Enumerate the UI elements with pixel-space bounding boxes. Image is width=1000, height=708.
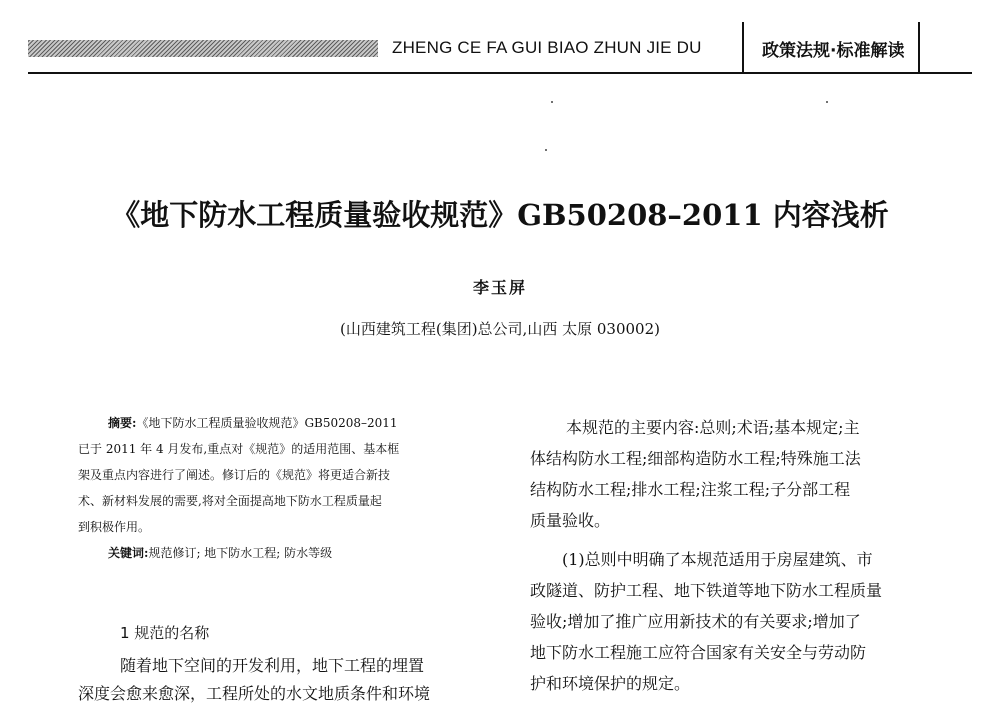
keywords-text: 规范修订; 地下防水工程; 防水等级 [148, 546, 333, 560]
body-line: 政隧道、防护工程、地下铁道等地下防水工程质量 [530, 581, 883, 600]
header-divider-left [742, 22, 744, 74]
body-line: 本规范的主要内容:总则;术语;基本规定;主 [566, 418, 860, 437]
body-line: 结构防水工程;排水工程;注浆工程;子分部工程 [530, 480, 851, 499]
paragraph-gap [530, 536, 930, 544]
abstract-label: 摘要: [108, 416, 137, 430]
running-title: ZHENG CE FA GUI BIAO ZHUN JIE DU [392, 38, 702, 57]
abstract-paragraph [78, 410, 498, 540]
body-line: 随着地下空间的开发利用，地下工程的埋置 [120, 656, 425, 675]
keywords-line [78, 540, 498, 566]
abstract-line: 到积极作用。 [78, 520, 151, 534]
abstract-line: 架及重点内容进行了阐述。修订后的《规范》将更适合新技 [78, 468, 391, 482]
section-label: 政策法规·标准解读 [762, 41, 905, 61]
header-divider-right [918, 22, 920, 74]
abstract-line: 术、新材料发展的需要,将对全面提高地下防水工程质量起 [78, 494, 382, 508]
body-line: (1)总则中明确了本规范适用于房屋建筑、市 [562, 550, 873, 569]
scan-speck [826, 101, 828, 103]
body-line: 验收;增加了推广应用新技术的有关要求;增加了 [530, 612, 861, 631]
body-line: 体结构防水工程;细部构造防水工程;特殊施工法 [530, 449, 861, 468]
header-rule [28, 72, 972, 74]
section-heading: 1 规范的名称 [120, 624, 210, 642]
scan-speck [551, 101, 553, 103]
page-header [0, 0, 1000, 80]
body-line: 质量验收。 [530, 511, 611, 530]
keywords-label: 关键词: [108, 546, 149, 560]
abstract-line: 已于 2011 年 4 月发布,重点对《规范》的适用范围、基本框 [78, 442, 400, 456]
body-line: 深度会愈来愈深，工程所处的水文地质条件和环境 [78, 684, 431, 703]
scan-speck [545, 149, 547, 151]
header-hatch-bar [28, 40, 378, 57]
abstract-block [78, 410, 498, 566]
abstract-line: 《地下防水工程质量验收规范》GB50208–2011 [136, 416, 398, 430]
article-author: 李玉屏 [472, 278, 527, 297]
section-body [78, 652, 498, 708]
body-line: 护和环境保护的规定。 [530, 674, 691, 693]
body-line: 地下防水工程施工应符合国家有关安全与劳动防 [530, 643, 867, 662]
article-title: 《地下防水工程质量验收规范》GB50208–2011 内容浅析 [111, 198, 889, 232]
article-affiliation: (山西建筑工程(集团)总公司,山西 太原 030002) [340, 320, 660, 338]
right-column [530, 412, 930, 699]
